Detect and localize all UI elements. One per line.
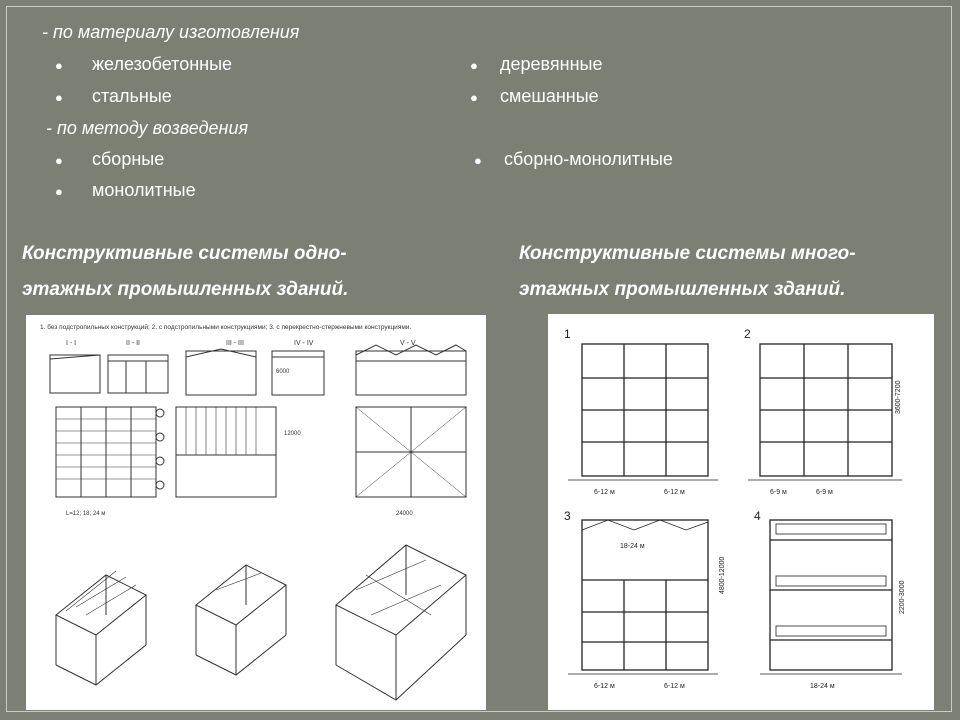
span-label: 6-12 м [664,489,685,496]
list-item: стальные [92,86,172,106]
list-item: монолитные [92,180,196,200]
dimension-label: 6000 [276,369,290,375]
list-item: смешанные [500,86,599,106]
dimension-label: L=12; 18; 24 м [66,511,106,517]
span-label: 6-12 м [594,489,615,496]
bullet-icon: ● [55,184,63,199]
bullet-icon: ● [474,153,482,168]
bullet-icon: ● [470,90,478,105]
span-label: 6-9 м [770,489,787,496]
span-label: 6-12 м [664,683,685,690]
dimension-label: 12000 [284,431,301,437]
bullet-icon: ● [55,58,63,73]
list-item: сборно-монолитные [504,149,673,169]
span-label: 6-9 м [816,489,833,496]
section-label: I - I [66,340,77,347]
dimension-label: 24000 [396,511,413,517]
section-label: II - II [126,340,140,347]
list-item: деревянные [500,54,603,74]
heading-multi-storey [519,236,856,308]
list-item: сборные [92,149,165,169]
list-item: железобетонные [92,54,233,74]
panel-number: 3 [564,509,571,523]
heading-line: этажных промышленных зданий. [22,279,349,300]
bullet-icon: ● [55,90,63,105]
heading-single-storey [22,236,348,308]
figure-single-storey [26,315,486,710]
span-label: 18-24 м [810,683,835,690]
group-title-method: - по методу возведения [46,118,249,138]
panel-number: 1 [564,327,571,341]
heading-line: этажных промышленных зданий. [519,279,846,300]
bullet-icon: ● [470,58,478,73]
span-label: 6-12 м [594,683,615,690]
span-label: 18-24 м [620,543,645,550]
heading-line: Конструктивные системы много- [519,243,856,264]
section-label: III - III [226,340,244,347]
bullet-icon: ● [55,153,63,168]
panel-number: 4 [754,509,761,523]
height-label: 2200-3000 [899,580,906,614]
section-label: V - V [400,340,416,347]
height-label: 4800-12000 [719,556,726,594]
single-storey-drawing [26,315,486,710]
group-title-material: - по материалу изготовления [42,22,300,42]
panel-number: 2 [744,327,751,341]
multi-storey-drawing [548,314,934,710]
figure-multi-storey [548,314,934,710]
figure-caption: 1. без подстропильных конструкций; 2. с подстропильными конструкциями; 3. с перекрестно-стержневыми конструкциями. [40,324,412,331]
heading-line: Конструктивные системы одно- [22,243,347,264]
section-label: IV - IV [294,340,314,347]
height-label: 3600-7200 [895,380,902,414]
